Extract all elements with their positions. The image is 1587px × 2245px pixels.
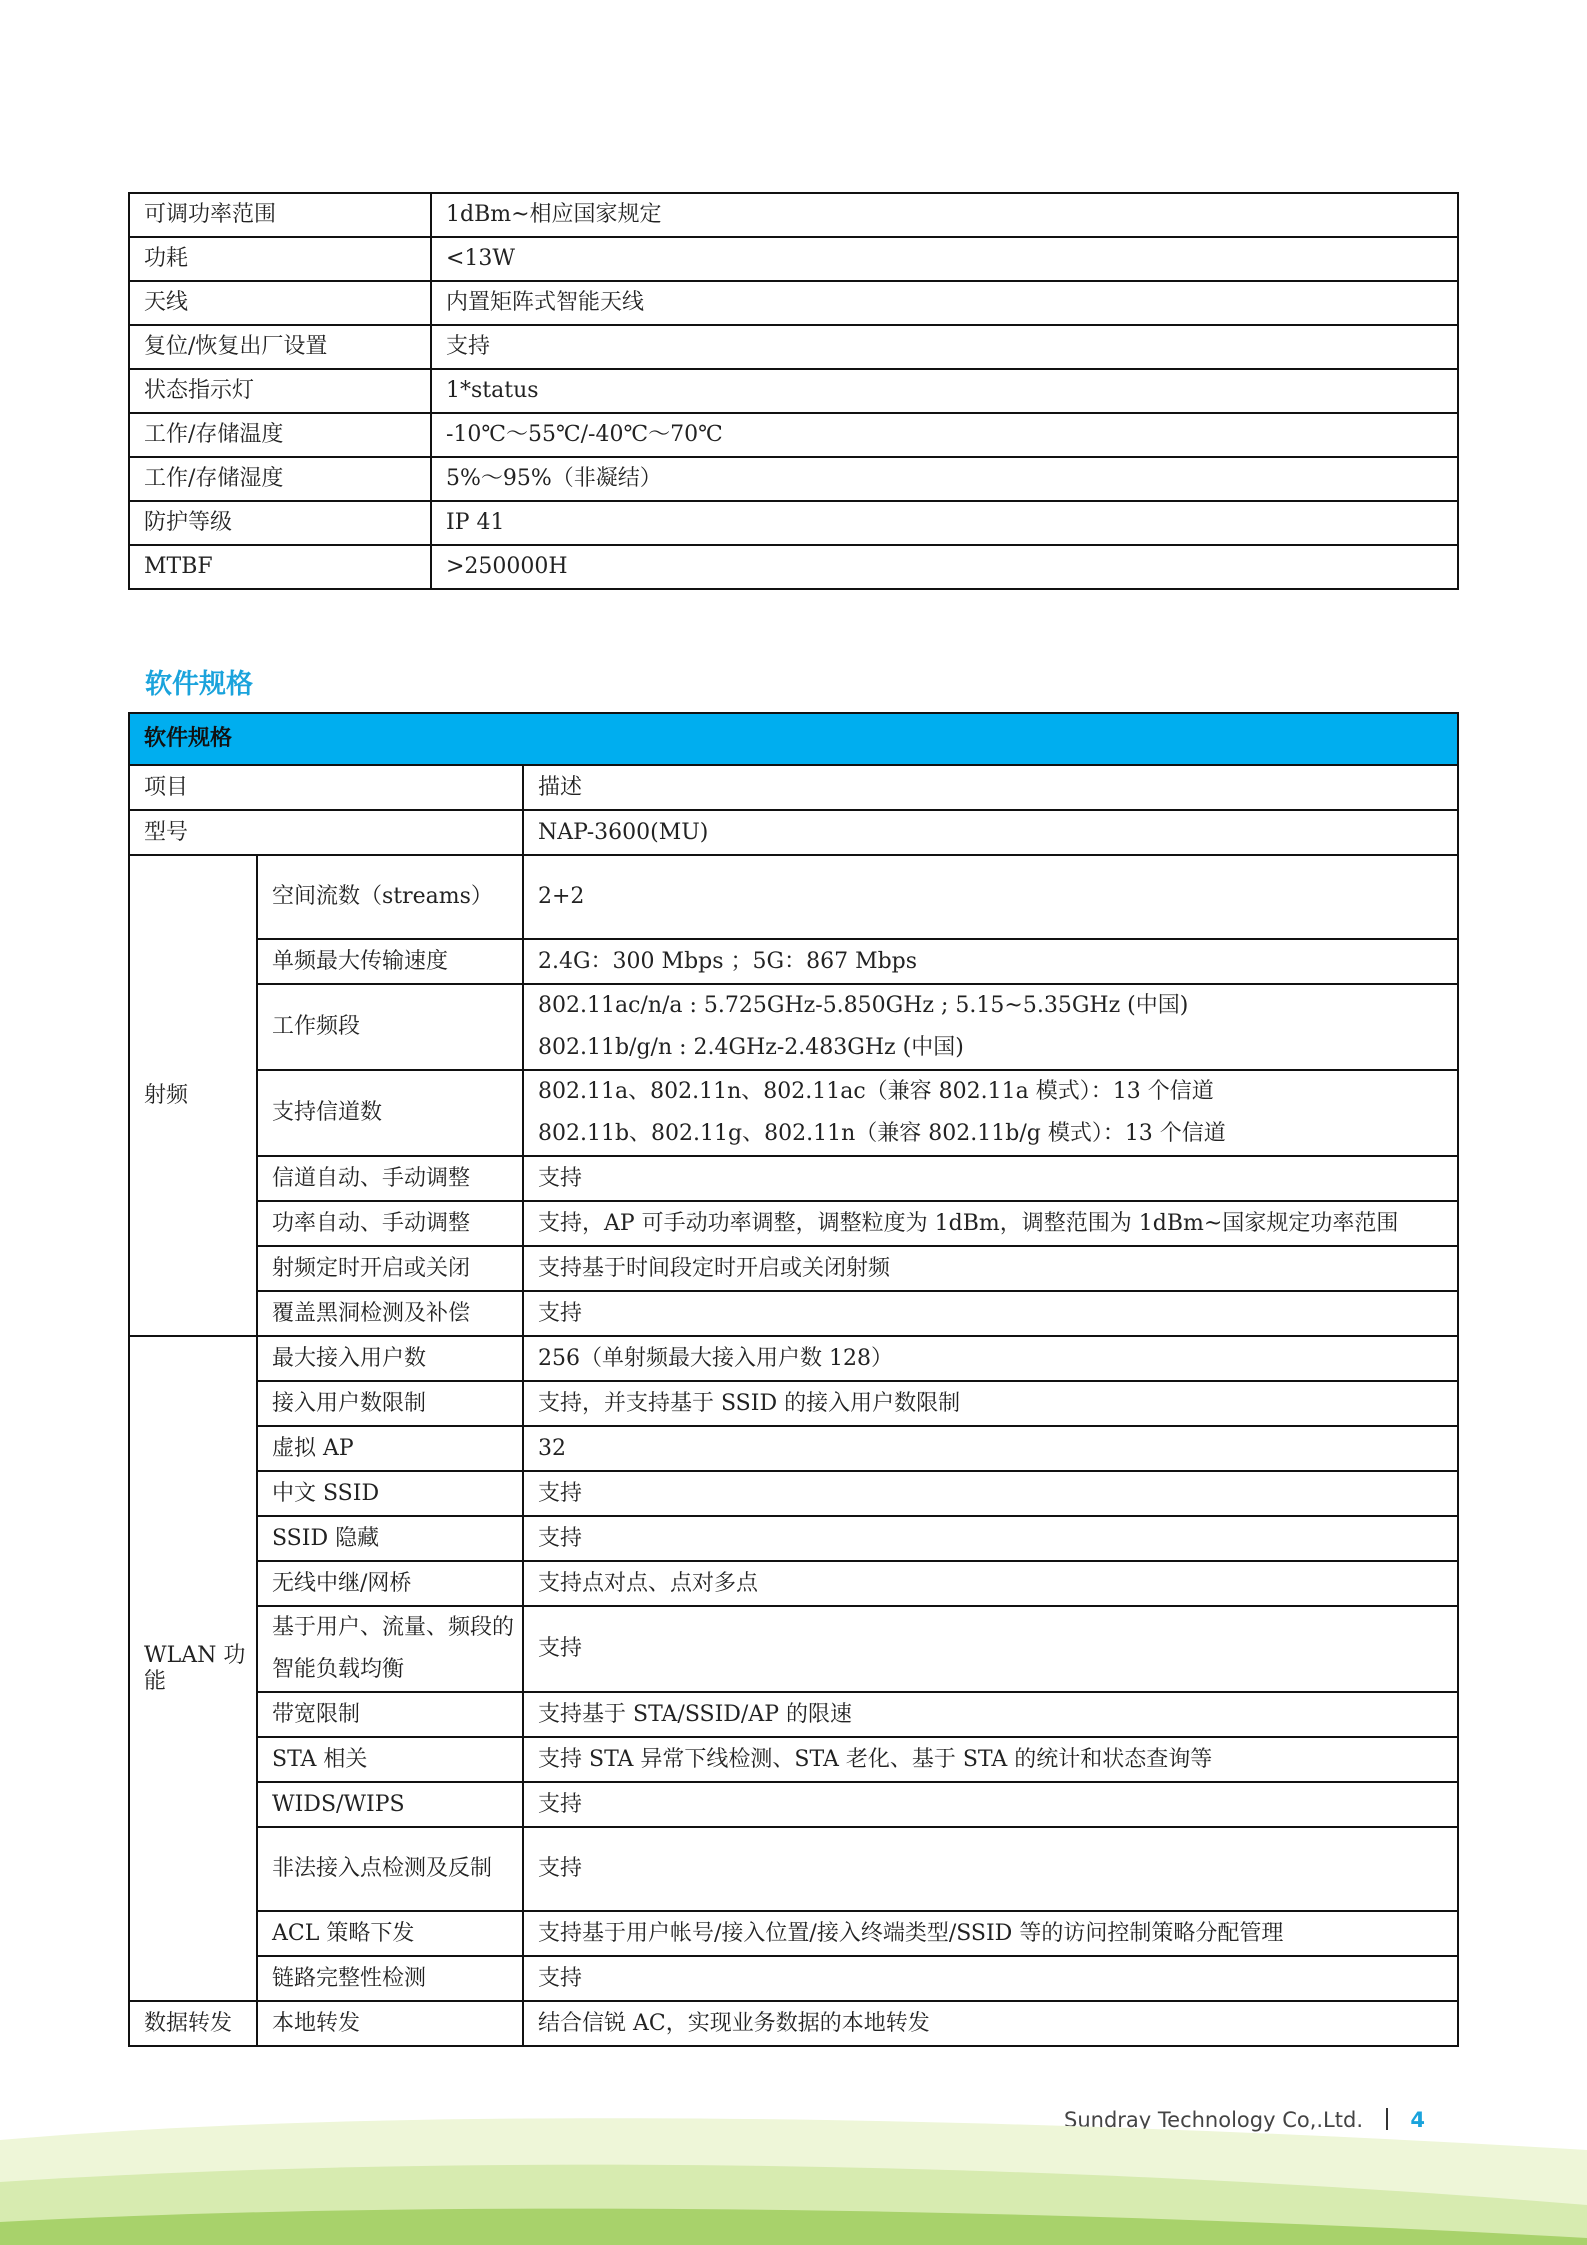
software-item: 链路完整性检测 <box>257 1956 523 2001</box>
hardware-row <box>129 193 1458 237</box>
software-desc <box>523 2001 1458 2046</box>
software-desc-line: 支持基于 STA/SSID/AP 的限速 <box>538 1701 853 1727</box>
software-desc-line: 支持 <box>538 1636 583 1661</box>
hardware-row <box>129 281 1458 325</box>
software-row <box>129 2001 1458 2046</box>
model-row <box>129 810 1458 855</box>
software-section-title: 软件规格 <box>145 669 253 700</box>
software-row <box>129 1692 1458 1737</box>
software-desc-line: 支持，并支持基于 SSID 的接入用户数限制 <box>538 1390 961 1416</box>
software-desc-line: 802.11a、802.11n、802.11ac（兼容 802.11a 模式）：13 个信道 <box>538 1079 1214 1104</box>
footer-wave-decoration <box>0 2110 1587 2245</box>
hardware-row-value: 支持 <box>431 325 1458 369</box>
software-desc-line: 支持 <box>538 1856 583 1881</box>
software-item: 虚拟 AP <box>257 1426 523 1471</box>
software-item: 最大接入用户数 <box>257 1336 523 1381</box>
software-desc-line: 802.11b/g/n : 2.4GHz-2.483GHz (中国) <box>538 1035 964 1060</box>
hardware-row-label: 复位/恢复出厂设置 <box>129 325 431 369</box>
hardware-row <box>129 237 1458 281</box>
hardware-row-label: 功耗 <box>129 237 431 281</box>
software-table-header: 软件规格 <box>129 713 1458 765</box>
software-table-header-row <box>129 713 1458 765</box>
software-desc-line: 32 <box>538 1435 566 1461</box>
software-row <box>129 1381 1458 1426</box>
hardware-row <box>129 413 1458 457</box>
software-desc <box>523 1606 1458 1692</box>
hardware-row-label: MTBF <box>129 545 431 589</box>
software-desc-line: 结合信锐 AC，实现业务数据的本地转发 <box>538 2010 930 2036</box>
software-desc <box>523 1201 1458 1246</box>
software-desc <box>523 1471 1458 1516</box>
software-desc-line: 支持点对点、点对多点 <box>538 1570 759 1596</box>
software-desc-line: 256（单射频最大接入用户数 128） <box>538 1345 893 1371</box>
hardware-row-value: -10℃～55℃/-40℃～70℃ <box>431 413 1458 457</box>
software-item: ACL 策略下发 <box>257 1911 523 1956</box>
hardware-row-label: 天线 <box>129 281 431 325</box>
column-desc-header: 描述 <box>523 765 1458 810</box>
software-row <box>129 1291 1458 1336</box>
software-row <box>129 1201 1458 1246</box>
software-desc-line: 802.11b、802.11g、802.11n（兼容 802.11b/g 模式）：13 个信道 <box>538 1121 1226 1146</box>
software-desc <box>523 1246 1458 1291</box>
software-desc <box>523 1381 1458 1426</box>
hardware-row-value: 1dBm~相应国家规定 <box>431 193 1458 237</box>
hardware-row-value: <13W <box>431 237 1458 281</box>
software-item: 非法接入点检测及反制 <box>257 1827 523 1911</box>
hardware-row <box>129 501 1458 545</box>
software-desc <box>523 1782 1458 1827</box>
software-item: 空间流数（streams） <box>257 855 523 939</box>
model-value: NAP-3600(MU) <box>523 810 1458 855</box>
software-desc <box>523 939 1458 984</box>
hardware-row-value: >250000H <box>431 545 1458 589</box>
software-desc <box>523 855 1458 939</box>
software-item: 工作频段 <box>257 984 523 1070</box>
software-desc <box>523 1516 1458 1561</box>
software-row <box>129 1911 1458 1956</box>
software-row <box>129 855 1458 939</box>
footer-company: Sundray Technology Co,.Ltd. <box>1064 2108 1363 2132</box>
hardware-row-label: 状态指示灯 <box>129 369 431 413</box>
software-desc-line: 2+2 <box>538 884 585 909</box>
software-desc <box>523 984 1458 1070</box>
hardware-row <box>129 369 1458 413</box>
software-desc <box>523 1156 1458 1201</box>
software-item: 带宽限制 <box>257 1692 523 1737</box>
hardware-row-value: 1*status <box>431 369 1458 413</box>
software-row <box>129 1516 1458 1561</box>
software-row <box>129 939 1458 984</box>
software-row <box>129 1606 1458 1692</box>
software-desc-line: 支持 <box>538 1165 583 1191</box>
software-spec-table <box>128 712 1459 2047</box>
software-item: WIDS/WIPS <box>257 1782 523 1827</box>
software-desc <box>523 1426 1458 1471</box>
software-desc-line: 802.11ac/n/a : 5.725GHz-5.850GHz ; 5.15~5.35GHz (中国) <box>538 993 1189 1018</box>
software-row <box>129 1737 1458 1782</box>
page-number: 4 <box>1410 2108 1425 2132</box>
software-row <box>129 1426 1458 1471</box>
software-desc-line: 支持基于时间段定时开启或关闭射频 <box>538 1255 891 1281</box>
software-item: 接入用户数限制 <box>257 1381 523 1426</box>
group-label-forwarding: 数据转发 <box>129 2001 257 2046</box>
software-item: 基于用户、流量、频段的智能负载均衡 <box>257 1606 523 1692</box>
software-item: 单频最大传输速度 <box>257 939 523 984</box>
software-desc-line: 2.4G：300 Mbps ；5G：867 Mbps <box>538 948 918 974</box>
software-row <box>129 1827 1458 1911</box>
hardware-row-label: 工作/存储湿度 <box>129 457 431 501</box>
hardware-row-label: 工作/存储温度 <box>129 413 431 457</box>
software-row <box>129 1471 1458 1516</box>
hardware-spec-table <box>128 192 1459 590</box>
software-desc-line: 支持基于用户帐号/接入位置/接入终端类型/SSID 等的访问控制策略分配管理 <box>538 1920 1284 1946</box>
software-desc <box>523 1956 1458 2001</box>
hardware-row-value: IP 41 <box>431 501 1458 545</box>
software-item: STA 相关 <box>257 1737 523 1782</box>
column-item-header: 项目 <box>129 765 523 810</box>
hardware-row <box>129 325 1458 369</box>
software-desc-line: 支持 <box>538 1300 583 1326</box>
software-item: 功率自动、手动调整 <box>257 1201 523 1246</box>
software-row <box>129 1246 1458 1291</box>
software-item: 本地转发 <box>257 2001 523 2046</box>
software-desc <box>523 1827 1458 1911</box>
software-desc <box>523 1692 1458 1737</box>
software-item: 中文 SSID <box>257 1471 523 1516</box>
software-desc <box>523 1336 1458 1381</box>
hardware-row-value: 5%～95%（非凝结） <box>431 457 1458 501</box>
software-desc-line: 支持 <box>538 1525 583 1551</box>
software-item: 支持信道数 <box>257 1070 523 1156</box>
software-item: 覆盖黑洞检测及补偿 <box>257 1291 523 1336</box>
software-desc-line: 支持 STA 异常下线检测、STA 老化、基于 STA 的统计和状态查询等 <box>538 1746 1213 1772</box>
software-desc <box>523 1291 1458 1336</box>
software-item: 无线中继/网桥 <box>257 1561 523 1606</box>
hardware-row-value: 内置矩阵式智能天线 <box>431 281 1458 325</box>
group-label-rf: 射频 <box>129 855 257 1336</box>
hardware-row-label: 防护等级 <box>129 501 431 545</box>
software-row <box>129 1561 1458 1606</box>
software-desc-line: 支持 <box>538 1965 583 1991</box>
model-label: 型号 <box>129 810 523 855</box>
hardware-row <box>129 457 1458 501</box>
software-item: SSID 隐藏 <box>257 1516 523 1561</box>
software-row <box>129 1070 1458 1156</box>
software-desc-line: 支持 <box>538 1791 583 1817</box>
software-row <box>129 1336 1458 1381</box>
software-row <box>129 1156 1458 1201</box>
software-row <box>129 984 1458 1070</box>
software-item: 信道自动、手动调整 <box>257 1156 523 1201</box>
software-table-column-row <box>129 765 1458 810</box>
hardware-row-label: 可调功率范围 <box>129 193 431 237</box>
software-desc-line: 支持 <box>538 1480 583 1506</box>
software-desc-line: 支持，AP 可手动功率调整，调整粒度为 1dBm，调整范围为 1dBm~国家规定功率范围 <box>538 1210 1399 1236</box>
software-desc <box>523 1070 1458 1156</box>
software-row <box>129 1782 1458 1827</box>
software-row <box>129 1956 1458 2001</box>
software-item: 射频定时开启或关闭 <box>257 1246 523 1291</box>
software-desc <box>523 1911 1458 1956</box>
hardware-row <box>129 545 1458 589</box>
software-desc <box>523 1737 1458 1782</box>
group-label-wlan: WLAN 功能 <box>129 1336 257 2001</box>
software-desc <box>523 1561 1458 1606</box>
